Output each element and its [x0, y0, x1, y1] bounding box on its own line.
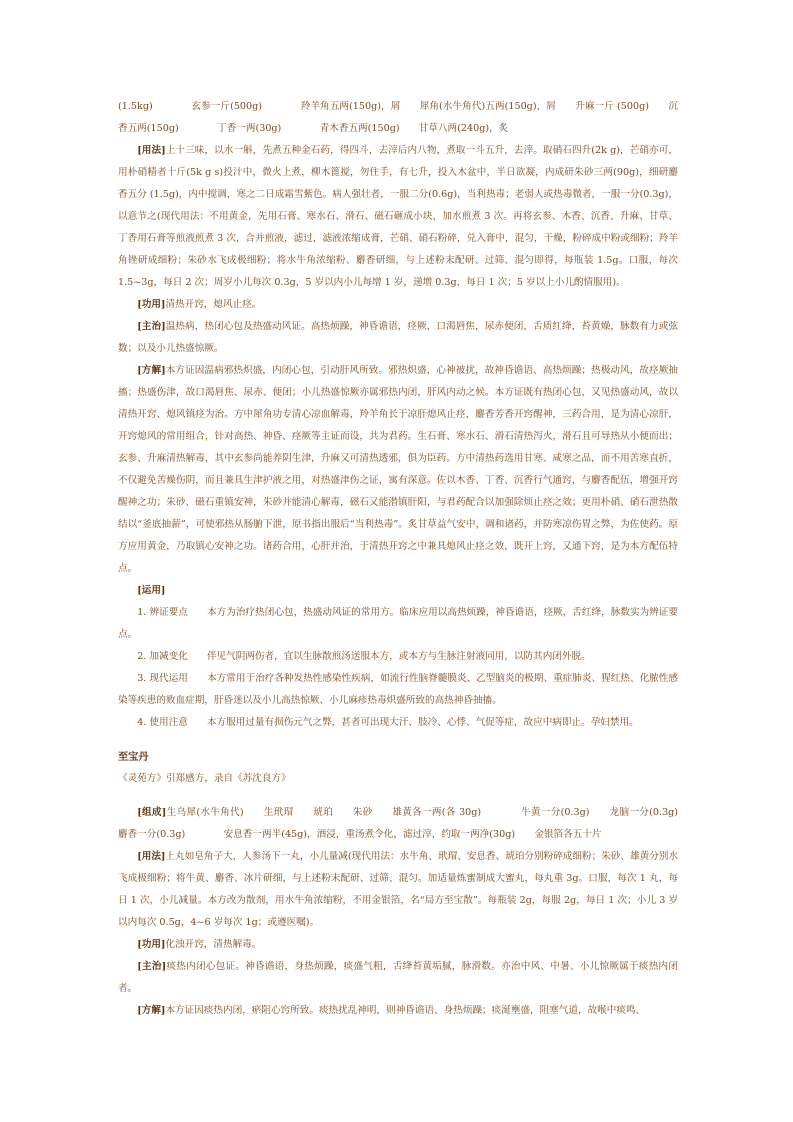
paragraph-usage: [118, 140, 678, 294]
section-gap: [118, 790, 678, 802]
paragraph-text: 痰热内闭心包证。神昏谵语，身热烦躁，痰盛气粗，舌绛苔黄垢腻，脉滑数。亦治中风、中暑、小儿惊厥属于痰热内闭者。: [118, 961, 678, 994]
paragraph-function: [118, 294, 678, 316]
section-label: [主治]: [137, 961, 167, 972]
paragraph-modification: [118, 646, 678, 668]
paragraph-indication: [118, 956, 678, 1000]
paragraph-key-points: [118, 602, 678, 646]
paragraph-text: 温热病，热闭心包及热盛动风证。高热烦躁，神昏谵语，痉厥，口渴唇焦，尿赤便闭，舌质红绛，苔黄燥，脉数有力或弦数；以及小儿热盛惊厥。: [118, 321, 678, 354]
paragraph-application: [118, 580, 678, 602]
paragraph-text: (1.5kg) 玄参一斤(500g) 羚羊角五两(150g)，屑 犀角(水牛角代)五两(150g)，屑 升麻一斤 (500g) 沉香五两(150g) 丁香一两(30g) 青木香五两(150g) 甘草八两(240g)，炙: [118, 101, 678, 134]
paragraph-text: 上十三味，以水一斛，先煮五种金石药，得四斗，去滓后内八物，煮取一斗五升，去滓。取硝石四升(2k g)，芒硝亦可，用朴硝精者十斤(5k g s)投汁中，微火上煮，柳木篦搅，勿住手，有七升，投入木盆中，半日欲凝，内成研朱砂三两(90g)，细研麝香五分 (1.5g)，内中搅调，寒之二日成霜雪紫色。病人强壮者，一服二分(0.6g)，当利热毒；老弱人或热毒微者，一服一分(0.3g)，以意节之(现代用法：不用黄金，先用石膏、寒水石、滑石、磁石砸成小块，加水煎煮 3 次。再将玄参、木香、沉香、升麻、甘草、丁香用石膏等煎液煎煮 3 次，合并煎液，滤过，滤液浓缩成膏，芒硝、硝石粉碎，兑入膏中，混匀，干燥，粉碎成中粉或细粉；羚羊角锉研成细粉；朱砂水飞成极细粉；将水牛角浓缩粉、麝香研细，与上述粉末配研、过筛、混匀即得，每瓶装 1.5g。口服，每次 1.5~3g，每日 2 次；周岁小儿每次 0.3g，5 岁以内小儿每增 1 岁，递增 0.3g，每日 1 次；5 岁以上小儿酌情服用)。: [118, 145, 678, 288]
paragraph-text: 本方证因温病邪热炽盛，内闭心包，引动肝风所致。邪热炽盛，心神被扰，故神昏谵语、高热烦躁；热极动风，故痉厥抽搐；热盛伤津，故口渴唇焦、尿赤、便闭；小儿热盛惊厥亦属邪热内闭，肝风内动之候。本方证既有热闭心包，又见热盛动风，故以清热开窍、熄风镇痉为治。方中犀角功专清心凉血解毒，羚羊角长于凉肝熄风止痉，麝香芳香开窍醒神，三药合用，是为清心凉肝，开窍熄风的常用组合，针对高热、神昏、痉厥等主证而设，共为君药。生石膏、寒水石、滑石清热泻火，滑石且可导热从小便而出；玄参、升麻清热解毒，其中玄参尚能养阴生津，升麻又可清热透邪，俱为臣药。方中清热药选用甘寒、咸寒之品，而不用苦寒直折，不仅避免苦燥伤阴，而且兼具生津护液之用，对热盛津伤之证，寓有深意。佐以木香、丁香、沉香行气通窍，与麝香配伍，增强开窍醒神之功；朱砂、磁石重镇安神，朱砂并能清心解毒，磁石又能潜镇肝阳，与君药配合以加强除烦止痉之效；更用朴硝、硝石泄热散结以“釜底抽薪”，可使邪热从肠腑下泄，原书指出服后“当利热毒”。炙甘草益气安中，调和诸药，并防寒凉伤胃之弊，为佐使药。原方应用黄金，乃取镇心安神之功。诸药合用，心肝并治，于清热开窍之中兼具熄风止痉之效，既开上窍，又通下窍，是为本方配伍特点。: [118, 365, 678, 574]
section-label: [功用]: [137, 939, 166, 950]
paragraph-usage: [118, 846, 678, 934]
section-label: [主治]: [137, 321, 166, 332]
section-label: [用法]: [137, 851, 166, 862]
section-label: [方解]: [137, 1005, 166, 1016]
paragraph-indication: [118, 316, 678, 360]
document-body: [118, 96, 717, 1022]
paragraph-cautions: [118, 712, 678, 734]
paragraph-analysis: [118, 1000, 678, 1022]
paragraph-text: 清热开窍，熄风止痉。: [165, 299, 262, 310]
section-label: [功用]: [137, 299, 166, 310]
paragraph-text: 4. 使用注意 本方服用过量有损伤元气之弊，甚者可出现大汗、肢冷、心悸、气促等症，故应中病即止。孕妇禁用。: [137, 717, 639, 728]
paragraph-text: 本方证因痰热内闭，瘀阻心窍所致。痰热扰乱神明，则神昏谵语、身热烦躁；痰涎壅盛，阻塞气道，故喉中痰鸣、: [165, 1005, 646, 1016]
section-source: 《灵苑方》引郑感方，录自《苏沈良方》: [118, 773, 291, 784]
paragraph-function: [118, 934, 678, 956]
section-label: [方解]: [137, 365, 166, 376]
paragraph-text: 1. 辨证要点 本方为治疗热闭心包，热盛动风证的常用方。临床应用以高热烦躁，神昏谵语，痉厥，舌红绛，脉数实为辨证要点。: [118, 607, 678, 640]
paragraph-composition: [118, 802, 717, 846]
section-label: [组成]: [137, 807, 167, 818]
paragraph-text: 2. 加减变化 伴见气阴两伤者，宜以生脉散煎汤送服本方，或本方与生脉注射液同用，以防其内闭外脱。: [137, 651, 591, 662]
section-label: [运用]: [137, 585, 166, 596]
section-title: 至宝丹: [118, 751, 149, 763]
section-gap: [118, 734, 678, 746]
section-label: [用法]: [137, 145, 166, 156]
paragraph-ingredients-cont: [118, 96, 678, 140]
paragraph-text: 3. 现代运用 本方常用于治疗各种发热性感染性疾病，如流行性脑脊髓膜炎、乙型脑炎的极期、重症肺炎、猩红热、化脓性感染等疾患的败血症期，肝昏迷以及小儿高热惊厥、小儿麻疹热毒炽盛所致的高热神昏抽搐。: [118, 673, 678, 706]
paragraph-analysis: [118, 360, 678, 580]
paragraph-text: 化浊开窍，清热解毒。: [165, 939, 262, 950]
paragraph-modern-use: [118, 668, 678, 712]
paragraph-text: 生乌犀(水牛角代) 生玳瑁 琥珀 朱砂 雄黄各一两(各 30g) 牛黄一分(0.3g) 龙脑一分(0.3g) 麝香一分(0.3g) 安息香一两半(45g)，酒浸，重汤煮令化，滤过滓，约取一两净(30g) 金银箔各五十片: [118, 807, 717, 840]
paragraph-text: 上丸如皂角子大，人参汤下一丸，小儿量减(现代用法：水牛角、玳瑁、安息香、琥珀分别粉碎成细粉；朱砂、雄黄分别水飞成极细粉；将牛黄、麝香、冰片研细，与上述粉末配研、过筛、混匀。加适量炼蜜制成大蜜丸，每丸重 3g。口服，每次 1 丸，每日 1 次，小儿减量。本方改为散剂，用水牛角浓缩粉，不用金银箔，名“局方至宝散”。每瓶装 2g，每服 2g，每日 1 次；小儿 3 岁以内每次 0.5g，4~6 岁每次 1g；或遵医嘱)。: [118, 851, 678, 928]
